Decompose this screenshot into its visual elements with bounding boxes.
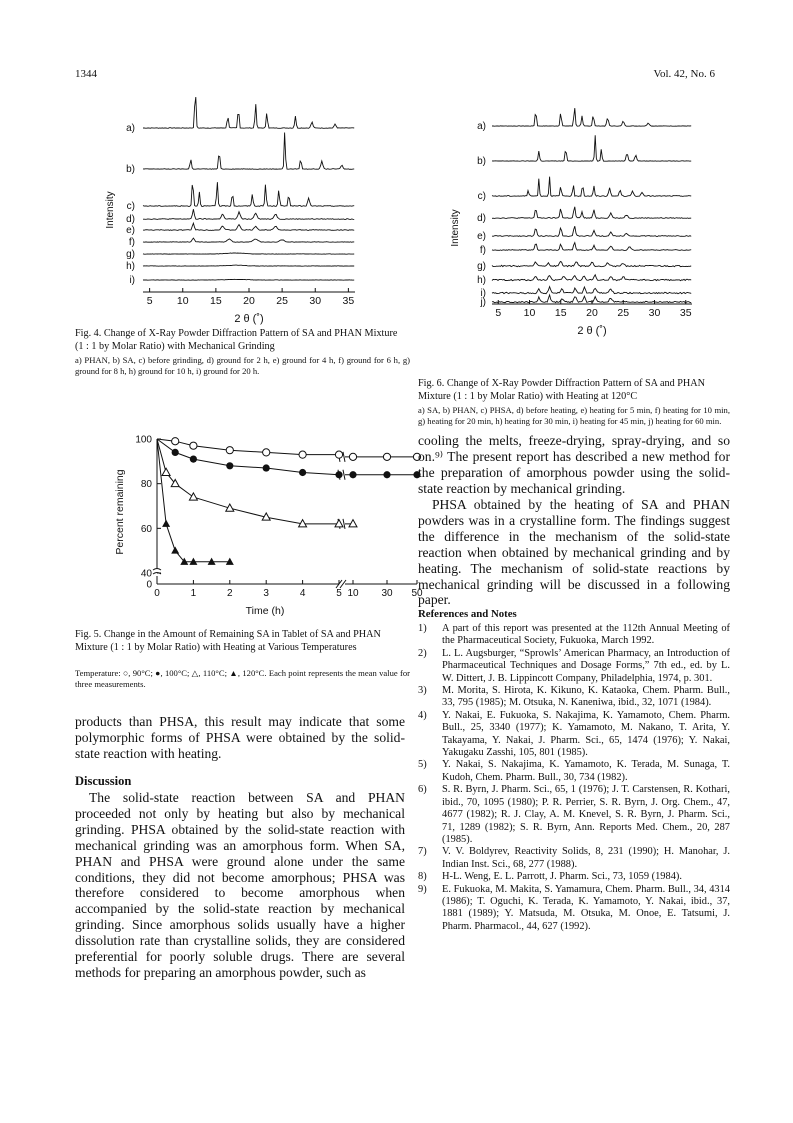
data-point [263,449,270,456]
data-point [226,558,234,565]
x-axis-label: 2 θ (˚) [577,325,607,337]
x-tick-label: 35 [679,307,692,319]
figure-4-caption-detail: a) PHAN, b) SA, c) before grinding, d) ground for 2 h, e) ground for 4 h, f) ground for 6 h, g) ground for 8 h, h) ground for 10 h, i) ground for 20 h. [75,355,410,376]
xrd-trace [143,182,354,206]
y-tick-label: 100 [135,434,152,446]
xrd-trace [492,207,691,219]
reference-item [418,846,730,871]
trace-label: f) [128,237,135,248]
trace-label: f) [479,245,486,256]
xrd-trace [143,238,354,242]
x-tick-label: 30 [648,307,661,319]
xrd-trace [492,135,691,161]
data-point [172,438,179,445]
y-axis-label: Intensity [105,191,116,229]
reference-item [418,759,730,784]
reference-item [418,784,730,846]
x-axis-label: 2 θ (˚) [234,313,264,325]
trace-label: b) [477,156,486,167]
xrd-trace [143,265,354,266]
data-point [208,558,216,565]
references-list [418,623,730,933]
data-point [299,469,306,476]
data-point [349,520,357,527]
reference-text: Y. Nakai, E. Fukuoka, S. Nakajima, K. Yamamoto, Chem. Pharm. Bull., 25, 3340 (1977); K. Yamamoto, M. Nakano, T. Arita, Y. Takayama, Y. Nakai, J. Pharm. Sci., 65, 1474 (1976); Y. Nakai, Yakugaku Zasshi, 105, 801 (1985). [442,709,730,759]
trace-label: e) [126,225,135,236]
reference-number: 4) [418,709,427,721]
xrd-trace [492,262,691,267]
xrd-trace [143,253,354,254]
trace-label: h) [477,275,486,286]
x-tick-label: 35 [342,295,355,307]
reference-text: H-L. Weng, E. L. Parrott, J. Pharm. Sci., 73, 1059 (1984). [442,871,682,883]
x-tick-label: 15 [554,307,567,319]
x-tick-label: 20 [243,295,255,307]
reference-number: 1) [418,623,427,634]
data-point [226,462,233,469]
trace-label: d) [126,214,135,225]
journal-volume: Vol. 42, No. 6 [653,68,715,80]
x-tick-label: 25 [617,307,630,319]
reference-number: 9) [418,883,427,895]
x-tick-label: 4 [299,588,306,599]
data-point [226,447,233,454]
figure-5-caption-detail: Temperature: ○, 90°C; ●, 100°C; △, 110°C; ▲, 120°C. Each point represents the mean value for three measurements. [75,668,410,689]
data-point [349,471,356,478]
data-point [162,468,170,475]
x-tick-label: 10 [176,295,189,307]
trace-label: a) [477,121,486,132]
x-tick-label: 2 [227,588,233,599]
data-point [349,453,356,460]
x-tick-label: 5 [495,307,502,319]
reference-number: 6) [418,784,427,796]
discussion-paragraph: The solid-state reaction between SA and PHAN proceeded not only by heating but also by mechanical grinding. PHSA obtained by the solid-state reaction with mechanical grinding was an amorphous form. When SA, PHAN and PHSA were ground alone under the same conditions, they did not become amorphous; PHSA was therefore considered to become amorphous when accompanied by the solid-state reaction by mechanical grinding. Since amorphous solids usually have a higher dissolution rate than crystalline solids, they are considered preferential for poorly soluble drugs. There are several methods for preparing an amorphous powder, such as [75,790,405,980]
xrd-trace [492,177,691,197]
figure-5-caption-title: Fig. 5. Change in the Amount of Remaining SA in Tablet of SA and PHAN Mixture (1 : 1 by Molar Ratio) with Heating at Various Temperatures [75,629,381,653]
reference-text: L. L. Augsburger, “Sprowls’ American Pharmacy, an Introduction of Pharmaceutical Techniques and Dosage Forms,” 7th ed., ed. by L. W. Dittert, J. B. Lippincott Company, Philadelphia, 1974, p. 301. [442,647,730,684]
body-paragraph-left-1: products than PHSA, this result may indicate that some polymorphic forms of PHSA were obtained by the solid-state reaction with heating. [75,714,405,761]
trace-label: j) [480,297,486,308]
xrd-trace [492,275,691,281]
body-paragraph-right-2: PHSA obtained by the heating of SA and PHAN powders was in a crystalline form. The findings suggest the difference in the mechanism of the solid-state reaction when obtained by mechanical grinding and by heating. The mechanism of solid-state reactions by mechanical grinding will be discussed in a following paper. [418,497,730,608]
reference-item [418,623,730,648]
reference-item [418,884,730,934]
trace-label: e) [477,231,486,242]
figure-5-percent-remaining-chart [95,428,423,618]
figure-4-xrd-grinding [95,88,385,325]
xrd-trace [143,133,354,170]
x-tick-label: 25 [276,295,288,307]
y-tick-label: 0 [146,579,152,591]
reference-text: V. V. Boldyrev, Reactivity Solids, 8, 231 (1990); H. Manohar, J. Indian Inst. Sci., 68, 277 (1988). [442,846,730,870]
x-tick-label: 1 [190,588,197,599]
reference-text: Y. Nakai, S. Nakajima, K. Yamamoto, K. Terada, M. Sunaga, T. Kudoh, Chem. Pharm. Bull., 30, 734 (1982). [442,759,730,783]
x-tick-label: 10 [347,588,359,599]
references-heading: References and Notes [418,608,517,620]
x-tick-label: 30 [381,588,393,599]
data-point [335,471,342,478]
x-tick-label: 15 [210,295,222,307]
x-tick-label: 5 [146,295,153,307]
data-point [383,471,390,478]
data-point [189,558,197,565]
xrd-trace [143,279,354,280]
x-tick-label: 30 [309,295,322,307]
data-point [299,451,306,458]
data-point [172,449,179,456]
xrd-trace [143,223,354,230]
trace-label: c) [477,191,486,202]
reference-text: M. Morita, S. Hirota, K. Kikuno, K. Kataoka, Chem. Pharm. Bull., 33, 795 (1985); M. Otsuka, N. Kaneniwa, ibid., 32, 1071 (1984). [442,685,730,709]
xrd-trace [492,226,691,236]
reference-number: 2) [418,647,427,659]
data-point [190,456,197,463]
x-tick-label: 50 [411,588,423,599]
x-tick-label: 10 [523,307,536,319]
trace-label: b) [126,164,135,175]
body-paragraph-right-1: cooling the melts, freeze-drying, spray-drying, and so on.⁹⁾ The present report has described a new method for the preparation of amorphous powder using the solid-state reaction by mechanical grinding. [418,433,730,496]
xrd-trace [143,209,354,219]
data-point [162,520,170,527]
y-tick-label: 40 [140,568,152,580]
reference-item [418,648,730,685]
page-number: 1344 [75,68,97,80]
reference-number: 5) [418,759,427,771]
x-tick-label: 3 [263,588,269,599]
figure-6-caption-detail: a) SA, b) PHAN, c) PHSA, d) before heating, e) heating for 5 min, f) heating for 10 min, g) heating for 20 min, h) heating for 30 min, i) heating for 45 min, j) heating for 60 min. [418,405,730,426]
data-point [263,464,270,471]
y-axis-label: Intensity [450,209,461,247]
data-point [335,520,343,527]
xrd-trace [143,97,354,128]
xrd-trace [492,287,691,294]
figure-6-caption-title: Fig. 6. Change of X-Ray Powder Diffraction Pattern of SA and PHAN Mixture (1 : 1 by Molar Ratio) with Heating at 120°C [418,378,706,402]
trace-label: a) [126,123,135,134]
y-tick-label: 80 [140,479,152,491]
reference-text: A part of this report was presented at the 112th Annual Meeting of the Pharmaceutical Society, Fukuoka, March 1992. [442,623,730,647]
trace-label: d) [477,213,486,224]
trace-label: i) [129,275,135,286]
x-axis-label: Time (h) [245,605,285,617]
data-point [335,451,342,458]
data-point [190,442,197,449]
trace-label: h) [126,261,135,272]
reference-item [418,685,730,710]
reference-item [418,871,730,883]
reference-number: 3) [418,685,427,697]
x-tick-label: 20 [586,307,598,319]
reference-text: E. Fukuoka, M. Makita, S. Yamamura, Chem. Pharm. Bull., 34, 4314 (1986); T. Oguchi, K. Terada, K. Yamamoto, Y. Nakai, ibid., 37, 1881 (1989); Y. Matsuda, M. Otsuka, M. Onoe, E. Tatsumi, J. Pharm. Pharmacol., 44, 627 (1992). [442,883,730,932]
xrd-trace [492,243,691,251]
data-point [171,546,179,553]
x-tick-label: 0 [154,588,160,599]
trace-label: c) [126,201,135,212]
reference-item [418,710,730,760]
data-point [189,493,197,500]
trace-label: g) [126,249,135,260]
trace-label: i) [480,288,486,299]
xrd-trace [492,108,691,126]
x-tick-label: 5 [336,588,342,599]
reference-number: 8) [418,871,427,883]
discussion-heading: Discussion [75,774,132,788]
reference-number: 7) [418,846,427,858]
trace-label: g) [477,261,486,272]
reference-text: S. R. Byrn, J. Pharm. Sci., 65, 1 (1976); J. T. Carstensen, R. Kothari, ibid., 70, 1095 (1980); P. R. Perrier, S. R. Byrn, J. Org. Chem., 47, 4677 (1982); R. J. Clay, A. M. Knevel, S. R. Byrn, J. Pharm. Sci., 71, 1289 (1982); S. R. Byrn, Ann. Reports Med. Chem., 20, 287 (1985). [442,784,730,845]
y-axis-label: Percent remaining [114,469,126,555]
data-point [383,453,390,460]
figure-6-xrd-heating [440,88,730,350]
figure-4-caption-title: Fig. 4. Change of X-Ray Powder Diffraction Pattern of SA and PHAN Mixture (1 : 1 by Molar Ratio) with Mechanical Grinding [75,328,398,352]
y-tick-label: 60 [140,523,152,535]
